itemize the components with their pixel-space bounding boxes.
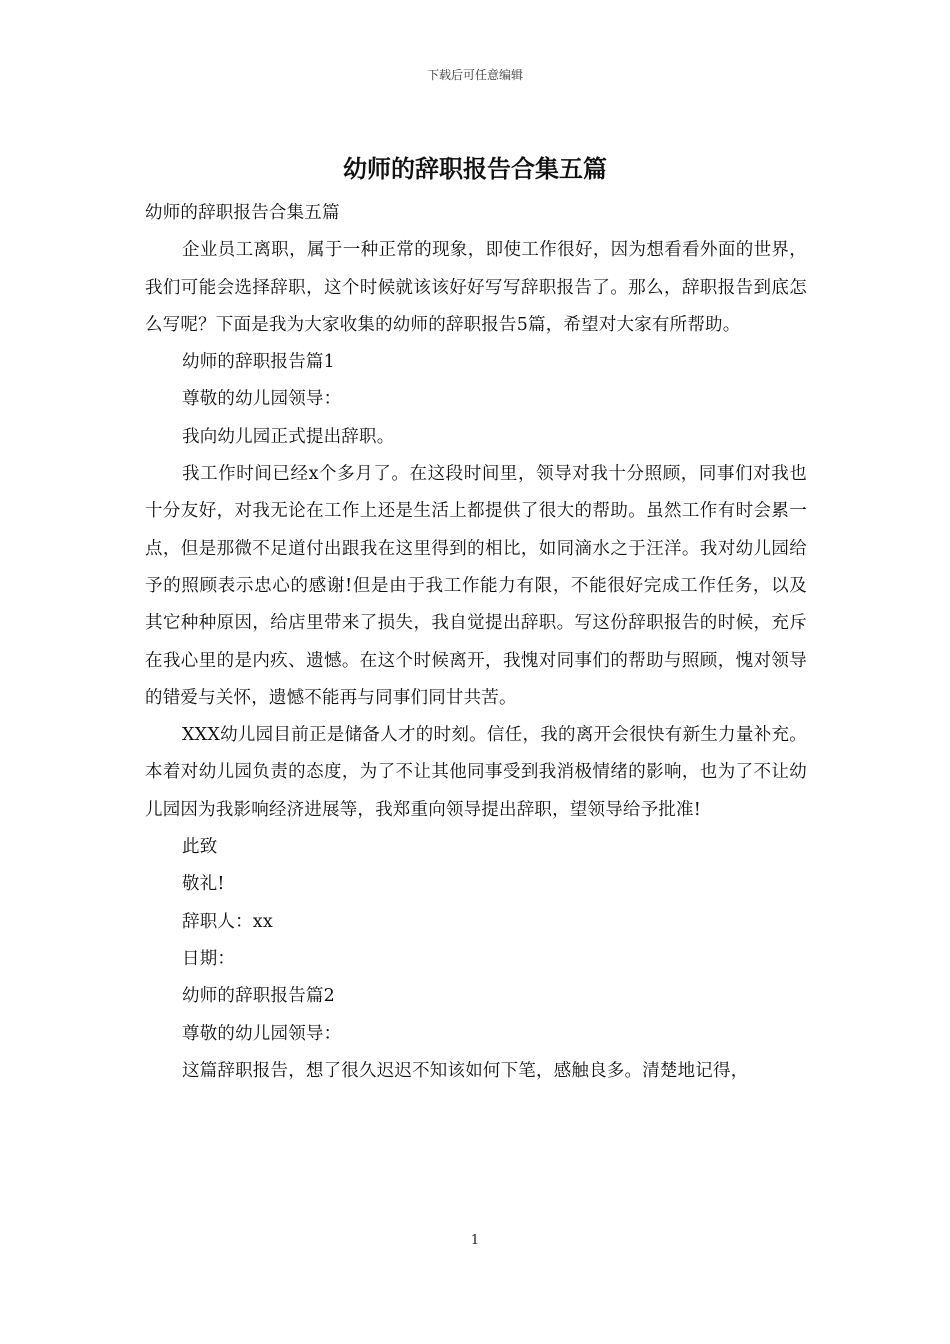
body-paragraph: 尊敬的幼儿园领导： [182, 389, 342, 410]
body-paragraph: 幼师的辞职报告篇2 [182, 986, 335, 1007]
body-paragraph: 这篇辞职报告，想了很久迟迟不知该如何下笔，感触良多。清楚地记得， [182, 1060, 749, 1081]
body-paragraph: XXX幼儿园目前正是储备人才的时刻。信任，我的离开会很快有新生力量补充。本着对幼儿园负责的态度，为了不让其他同事受到我消极情绪的影响，也为了不让幼儿园因为我影响经济进展等，我郑重向领导提出辞职，望领导给予批准! [145, 725, 807, 820]
document-body [145, 195, 807, 1090]
body-paragraph: 此致 [182, 837, 218, 858]
body-paragraph: 辞职人：xx [182, 911, 273, 932]
body-paragraph: 企业员工离职，属于一种正常的现象，即使工作很好，因为想看看外面的世界，我们可能会选择辞职，这个时候就该该好好写写辞职报告了。那么，辞职报告到底怎么写呢？下面是我为大家收集的幼师的辞职报告5篇，希望对大家有所帮助。 [145, 240, 807, 335]
body-paragraph: 日期： [182, 948, 236, 969]
body-paragraph: 我工作时间已经x个多月了。在这段时间里，领导对我十分照顾，同事们对我也十分友好，对我无论在工作上还是生活上都提供了很大的帮助。虽然工作有时会累一点，但是那微不足道付出跟我在这里得到的相比，如同滴水之于汪洋。我对幼儿园给予的照顾表示忠心的感谢!但是由于我工作能力有限，不能很好完成工作任务，以及其它种种原因，给店里带来了损失，我自觉提出辞职。写这份辞职报告的时候，充斥在我心里的是内疚、遗憾。在这个时候离开，我愧对同事们的帮助与照顾，愧对领导的错爱与关怀，遗憾不能再与同事们同甘共苦。 [145, 464, 807, 708]
document-title: 幼师的辞职报告合集五篇 [343, 154, 607, 183]
body-paragraph: 幼师的辞职报告合集五篇 [145, 203, 340, 223]
body-paragraph: 我向幼儿园正式提出辞职。 [182, 426, 395, 447]
header-note: 下载后可任意编辑 [426, 68, 523, 82]
page-number: 1 [470, 1233, 480, 1248]
body-paragraph: 尊敬的幼儿园领导： [182, 1023, 342, 1044]
body-paragraph: 敬礼! [182, 874, 225, 895]
body-paragraph: 幼师的辞职报告篇1 [182, 352, 335, 373]
